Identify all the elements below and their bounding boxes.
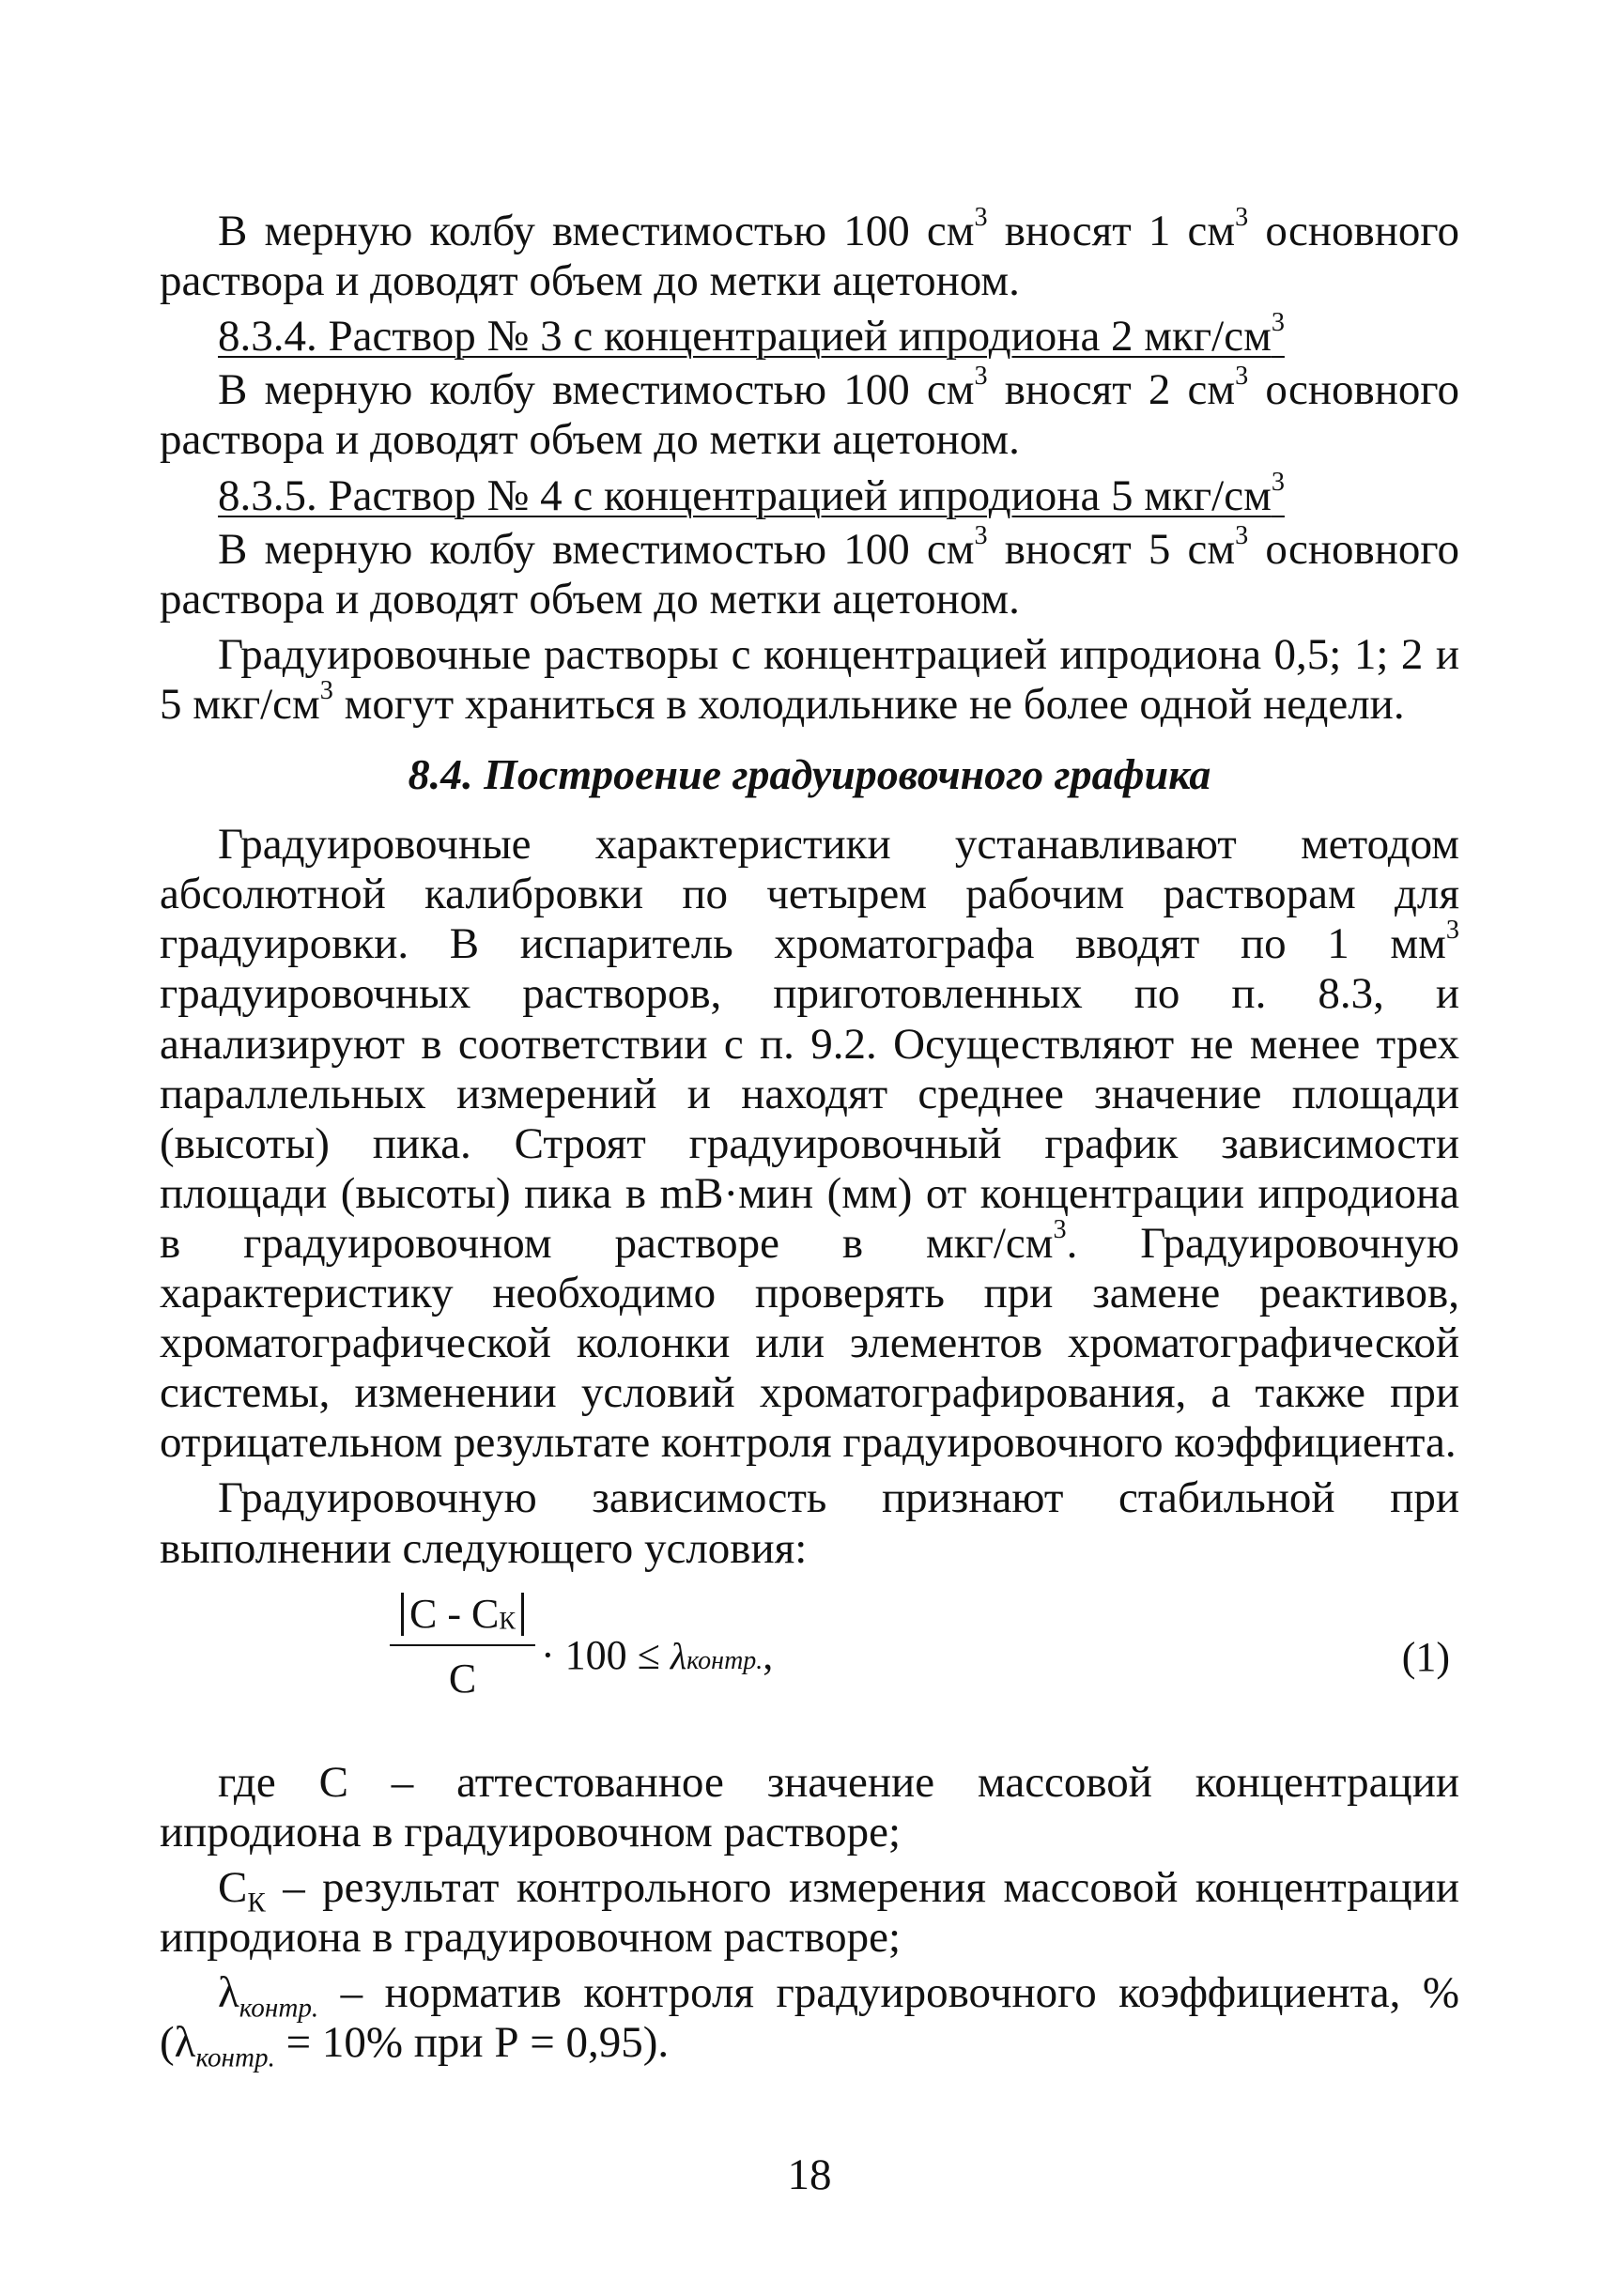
formula-fraction	[390, 1589, 535, 1703]
paragraph-solution-2-prep: В мерную колбу вместимостью 100 $см^3$ вносят 1 $см^3$ основного раствора и доводят объем до метки ацетоном.	[160, 202, 1459, 306]
formula-denominator: C	[448, 1655, 477, 1702]
paragraph-storage: Градуировочные растворы с концентрацией ипродиона 0,5; 1; 2 и 5 мкг/$см^3$ могут храниться в холодильнике не более одной недели.	[160, 629, 1459, 729]
definition-c: где С – аттестованное значение массовой концентрации ипродиона в градуировочном растворе;	[160, 1757, 1459, 1857]
subheading-8-3-4: 8.3.4. Раствор № 3 с концентрацией ипродиона 2 мкг/$см^3$	[218, 308, 1285, 362]
formula-1	[160, 1579, 1459, 1749]
paragraph-solution-4-prep: В мерную колбу вместимостью 100 $см^3$ вносят 5 $см^3$ основного раствора и доводят объем до метки ацетоном.	[160, 520, 1459, 624]
paragraph-calibration: Градуировочные характеристики устанавливают методом абсолютной калибровки по четырем рабочим растворам для градуировки. В испаритель хроматографа вводят по 1 $мм^3$ градуировочных растворов, приготовленных по п. 8.3, и анализируют в соответствии с п. 9.2. Осуществляют не менее трех параллельных измерений и находят среднее значение площади (высоты) пика. Строят градуировочный график зависимости площади (высоты) пика в mВ·мин (мм) от концентрации ипродиона в градуировочном растворе в мкг/$см^3$. Градуировочную характеристику необходимо проверять при замене реактивов, хроматографической колонки или элементов хроматографической системы, изменении условий хроматографирования, а также при отрицательном результате контроля градуировочного коэффициента.	[160, 820, 1459, 1468]
definition-lambda: $\lambda_{контр.}$ – норматив контроля градуировочного коэффициента, % ($\lambda_{контр.} = 10\%$ при Р = 0,95).	[160, 1968, 1459, 2073]
formula-rhs: · 100 ≤ λконтр.,	[541, 1631, 774, 1678]
text-body	[160, 202, 1459, 2073]
subheading-8-3-5: 8.3.5. Раствор № 4 с концентрацией ипродиона 5 мкг/$см^3$	[218, 467, 1285, 520]
paragraph-solution-3-prep: В мерную колбу вместимостью 100 $см^3$ вносят 2 $см^3$ основного раствора и доводят объем до метки ацетоном.	[160, 362, 1459, 465]
page-number: 18	[787, 2150, 832, 2199]
equation-number: (1)	[1401, 1633, 1450, 1680]
fraction-bar	[390, 1644, 535, 1646]
section-heading-8-4: 8.4. Построение градуировочного графика	[408, 750, 1211, 799]
formula-numerator: C - $C_К$	[395, 1591, 530, 1638]
definition-ck: $С_К$ – результат контрольного измерения массовой концентрации ипродиона в градуировочном растворе;	[160, 1862, 1459, 1963]
paragraph-stability-condition: Градуировочную зависимость признают стабильной при выполнении следующего условия:	[160, 1473, 1459, 1573]
